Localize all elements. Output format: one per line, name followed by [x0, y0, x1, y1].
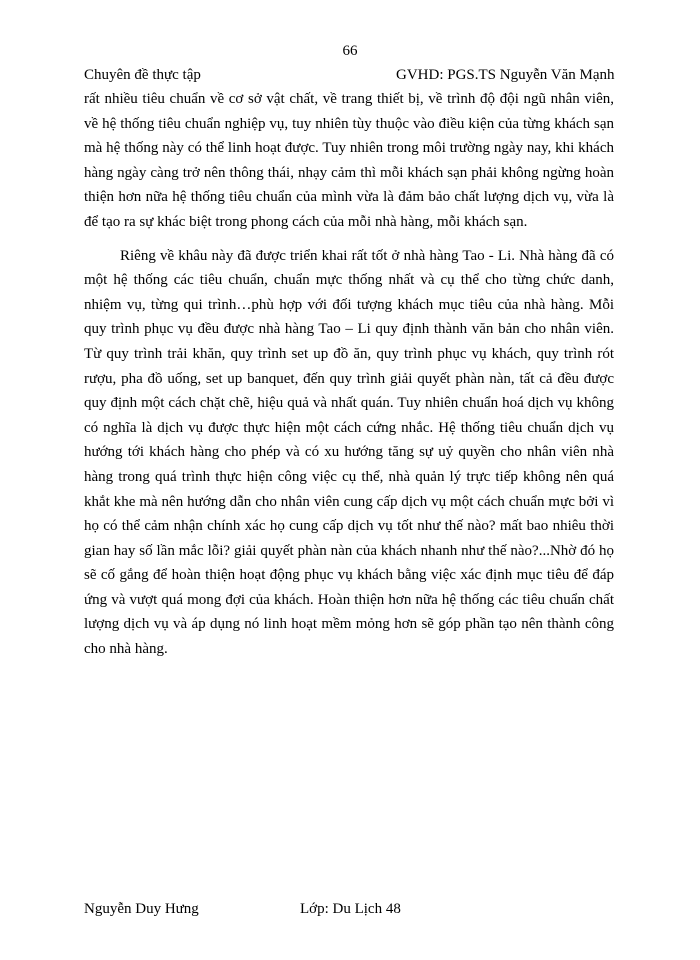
- footer-author: Nguyễn Duy Hưng: [84, 901, 199, 917]
- header-document-title: Chuyên đề thực tập: [84, 67, 201, 83]
- footer-class: Lớp: Du Lịch 48: [300, 901, 401, 917]
- header-advisor: GVHD: PGS.TS Nguyễn Văn Mạnh: [396, 67, 615, 83]
- page-number: 66: [342, 43, 358, 59]
- document-body: [84, 87, 614, 662]
- paragraph-continuation: rất nhiều tiêu chuẩn về cơ sở vật chất, về trang thiết bị, về trình độ đội ngũ nhân viên, về hệ thống tiêu chuẩn nghiệp vụ, tuy nhiên tùy thuộc vào điều kiện của từng khách sạn mà hệ thống này có thể linh hoạt được. Tuy nhiên trong môi trường ngày nay, khi khách hàng ngày càng trở nên thông thái, nhạy cảm thì mỗi khách sạn phải không ngừng hoàn thiện hơn nữa hệ thống tiêu chuẩn của mình vừa là đảm bảo chất lượng dịch vụ, vừa là để tạo ra sự khác biệt trong phong cách của mỗi nhà hàng, mỗi khách sạn.: [84, 91, 614, 230]
- paragraph-tao-li: Riêng về khâu này đã được triển khai rất tốt ở nhà hàng Tao - Li. Nhà hàng đã có một hệ thống các tiêu chuẩn, chuẩn mực thống nhất và cụ thể cho từng chức danh, nhiệm vụ, từng qui trình…phù hợp với đối tượng khách mục tiêu của nhà hàng. Mỗi quy trình phục vụ đều được nhà hàng Tao – Li quy định thành văn bản cho nhân viên. Từ quy trình trải khăn, quy trình set up đồ ăn, quy trình phục vụ khách, quy trình rót rượu, pha đồ uống, set up banquet, đến quy trình giải quyết phàn nàn, tất cả đều được quy định một cách chặt chẽ, hiệu quả và nhất quán. Tuy nhiên chuẩn hoá dịch vụ không có nghĩa là dịch vụ được thực hiện một cách cứng nhắc. Hệ thống tiêu chuẩn dịch vụ hướng tới khách hàng cho phép và có xu hướng tăng sự uỷ quyền cho nhân viên nhà hàng trong quá trình thực hiện công việc cụ thể, nhà quản lý trực tiếp không nên quá khắt khe mà nên hướng dẫn cho nhân viên cung cấp dịch vụ một cách chuẩn mực bởi vì họ có thể cảm nhận chính xác họ cung cấp dịch vụ tốt như thế nào? mất bao nhiêu thời gian hay số lần mắc lỗi? giải quyết phàn nàn của khách nhanh như thế nào?...Nhờ đó họ sẽ cố gắng để hoàn thiện hoạt động phục vụ khách bằng việc xác định mục tiêu để đáp ứng và vượt quá mong đợi của khách. Hoàn thiện hơn nữa hệ thống các tiêu chuẩn chất lượng dịch vụ và áp dụng nó linh hoạt mềm mỏng hơn sẽ góp phần tạo nên thành công cho nhà hàng.: [84, 247, 614, 658]
